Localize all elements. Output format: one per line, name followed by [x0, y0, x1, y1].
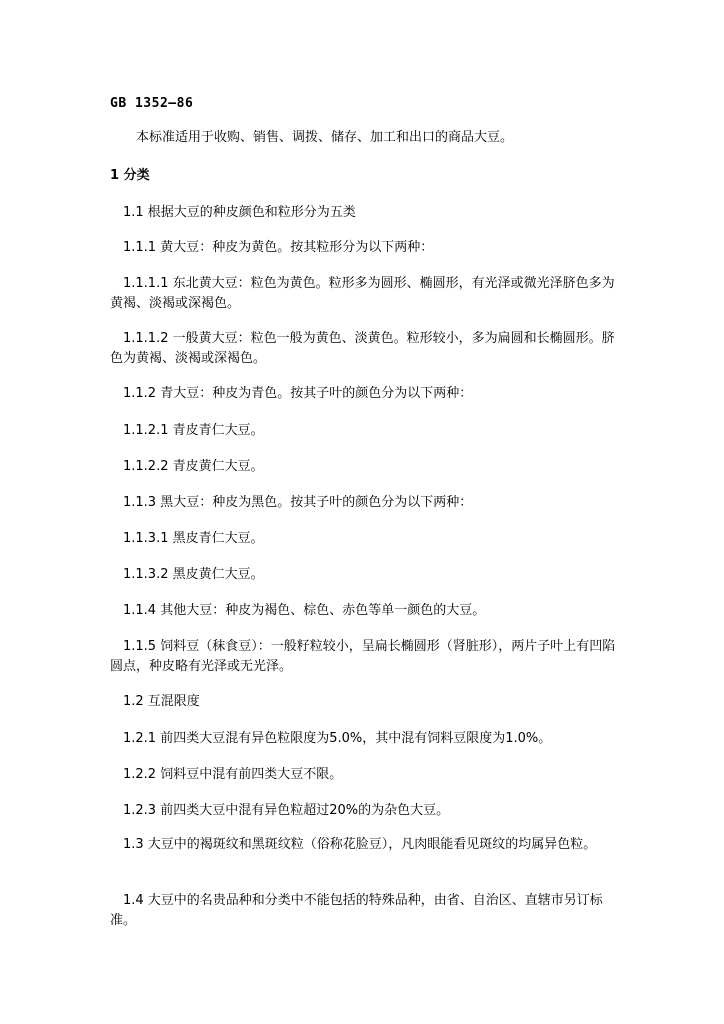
- paragraph-1-1-1: 1.1.1 黄大豆：种皮为黄色。按其粒形分为以下两种：: [123, 240, 434, 255]
- section-1-title: 1 分类: [110, 168, 150, 183]
- paragraph-1-3: 1.3 大豆中的褐斑纹和黑斑纹粒（俗称花脸豆），凡肉眼能看见斑纹的均属异色粒。: [123, 837, 597, 852]
- paragraph-1-1-2-1: 1.1.2.1 青皮青仁大豆。: [123, 423, 264, 438]
- paragraph-1-1-4: 1.1.4 其他大豆：种皮为褐色、棕色、赤色等单一颜色的大豆。: [123, 603, 486, 618]
- paragraph-1-2-1: 1.2.1 前四类大豆混有异色粒限度为5.0%，其中混有饲料豆限度为1.0%。: [123, 731, 552, 746]
- paragraph-1-1-1-2: 1.1.1.2 一般黄大豆：粒色一般为黄色、淡黄色。粒形较小，多为扁圆和长椭圆形。脐色为黄褐、淡褐或深褐色。: [110, 331, 615, 366]
- paragraph-1-1-3: 1.1.3 黑大豆：种皮为黑色。按其子叶的颜色分为以下两种：: [123, 495, 473, 510]
- paragraph-1-1-3-2: 1.1.3.2 黑皮黄仁大豆。: [123, 567, 264, 582]
- paragraph-1-1-2: 1.1.2 青大豆：种皮为青色。按其子叶的颜色分为以下两种：: [123, 386, 473, 401]
- paragraph-1-2-3: 1.2.3 前四类大豆中混有异色粒超过20%的为杂色大豆。: [123, 803, 450, 818]
- paragraph-1-1-5: 1.1.5 饲料豆（秣食豆）：一般籽粒较小，呈扁长椭圆形（肾脏形），两片子叶上有凹陷圆点，种皮略有光泽或无光泽。: [110, 639, 616, 674]
- paragraph-1-1: 1.1 根据大豆的种皮颜色和粒形分为五类: [123, 205, 356, 220]
- paragraph-1-4: 1.4 大豆中的名贵品种和分类中不能包括的特殊品种，由省、自治区、直辖市另订标准。: [110, 893, 603, 928]
- paragraph-1-1-2-2: 1.1.2.2 青皮黄仁大豆。: [123, 459, 264, 474]
- intro-paragraph: 本标准适用于收购、销售、调拨、储存、加工和出口的商品大豆。: [136, 130, 514, 145]
- paragraph-1-1-3-1: 1.1.3.1 黑皮青仁大豆。: [123, 531, 264, 546]
- standard-id: GB 1352—86: [110, 96, 194, 111]
- paragraph-1-2-2: 1.2.2 饲料豆中混有前四类大豆不限。: [123, 767, 343, 782]
- paragraph-1-2: 1.2 互混限度: [123, 694, 200, 709]
- paragraph-1-1-1-1: 1.1.1.1 东北黄大豆：粒色为黄色。粒形多为圆形、椭圆形，有光泽或微光泽脐色多为黄褐、淡褐或深褐色。: [110, 276, 615, 311]
